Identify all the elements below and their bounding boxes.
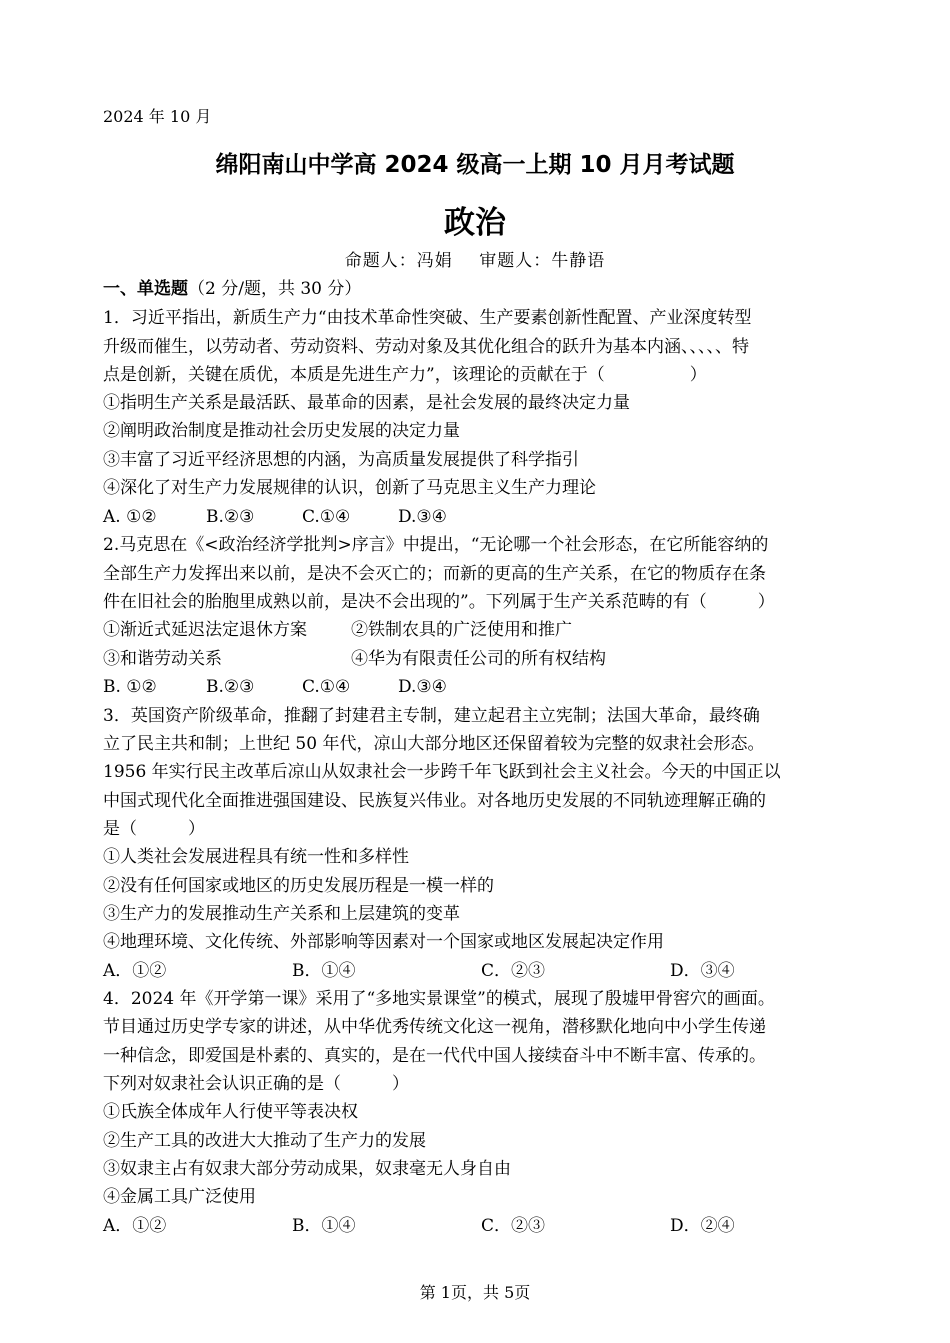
q3-line: 1956 年实行民主改革后凉山从奴隶社会一步跨千年飞跃到社会主义社会。今天的中国正以 bbox=[103, 762, 781, 782]
q1-item: ①指明生产关系是最活跃、最革命的因素，是社会发展的最终决定力量 bbox=[103, 393, 630, 413]
q2-option-a: B. ①② bbox=[103, 677, 157, 697]
q4-line: 节目通过历史学专家的讲述，从中华优秀传统文化这一视角，潜移默化地向中小学生传递 bbox=[103, 1017, 766, 1037]
section-title: 一、单选题 bbox=[103, 279, 188, 299]
q3-item: ③生产力的发展推动生产关系和上层建筑的变革 bbox=[103, 904, 460, 924]
exam-date: 2024 年 10 月 bbox=[103, 107, 212, 126]
q3-line: 中国式现代化全面推进强国建设、民族复兴伟业。对各地历史发展的不同轨迹理解正确的 bbox=[103, 791, 766, 811]
q1-option-a: A. ①② bbox=[103, 507, 157, 527]
q4-item: ④金属工具广泛使用 bbox=[103, 1187, 256, 1207]
q4-line: 下列对奴隶社会认识正确的是（ ） bbox=[103, 1074, 409, 1094]
q2-item: ④华为有限责任公司的所有权结构 bbox=[351, 649, 606, 669]
reviewer: 审题人：牛静语 bbox=[479, 251, 606, 271]
q2-option-b: B.②③ bbox=[206, 677, 255, 697]
q3-item: ④地理环境、文化传统、外部影响等因素对一个国家或地区发展起决定作用 bbox=[103, 932, 664, 952]
q4-item: ②生产工具的改进大大推动了生产力的发展 bbox=[103, 1131, 426, 1151]
q1-item: ④深化了对生产力发展规律的认识，创新了马克思主义生产力理论 bbox=[103, 478, 596, 498]
page-number: 第 1页，共 5页 bbox=[419, 1283, 531, 1302]
q4-line: 一种信念，即爱国是朴素的、真实的，是在一代代中国人接续奋斗中不断丰富、传承的。 bbox=[103, 1046, 766, 1066]
q4-item: ③奴隶主占有奴隶大部分劳动成果，奴隶毫无人身自由 bbox=[103, 1159, 511, 1179]
q3-option-b: B．①④ bbox=[292, 961, 356, 981]
q4-item: ①氏族全体成年人行使平等表决权 bbox=[103, 1102, 358, 1122]
q1-item: ③丰富了习近平经济思想的内涵，为高质量发展提供了科学指引 bbox=[103, 450, 579, 470]
q1-item: ②阐明政治制度是推动社会历史发展的决定力量 bbox=[103, 421, 460, 441]
section-note: （2 分/题，共 30 分） bbox=[188, 279, 362, 299]
q2-item: ①渐近式延迟法定退休方案 bbox=[103, 620, 307, 640]
q1-line: 点是创新，关键在质优，本质是先进生产力”，该理论的贡献在于（ ） bbox=[103, 365, 707, 385]
exam-title: 绵阳南山中学高 2024 级高一上期 10 月月考试题 bbox=[215, 152, 735, 178]
q3-item: ②没有任何国家或地区的历史发展历程是一模一样的 bbox=[103, 876, 494, 896]
authors-line bbox=[0, 246, 950, 271]
q1-line: 升级而催生，以劳动者、劳动资料、劳动对象及其优化组合的跃升为基本内涵、、、、、特 bbox=[103, 337, 749, 357]
q4-option-d: D．②④ bbox=[670, 1216, 735, 1236]
q4-option-b: B．①④ bbox=[292, 1216, 356, 1236]
q4-line: 4．2024 年《开学第一课》采用了“多地实景课堂”的模式，展现了殷墟甲骨窖穴的画面。 bbox=[103, 989, 775, 1009]
q1-line: 1．习近平指出，新质生产力“由技术革命性突破、生产要素创新性配置、产业深度转型 bbox=[103, 308, 752, 328]
q3-line: 立了民主共和制；上世纪 50 年代，凉山大部分地区还保留着较为完整的奴隶社会形态。 bbox=[103, 734, 765, 754]
q2-item: ③和谐劳动关系 bbox=[103, 649, 222, 669]
section-heading bbox=[103, 278, 361, 300]
q3-option-c: C．②③ bbox=[481, 961, 546, 981]
q4-option-c: C．②③ bbox=[481, 1216, 546, 1236]
subject-title: 政治 bbox=[444, 205, 506, 241]
q1-option-b: B.②③ bbox=[206, 507, 255, 527]
q2-line: 件在旧社会的胎胞里成熟以前，是决不会出现的”。下列属于生产关系范畴的有（ ） bbox=[103, 592, 775, 612]
q3-item: ①人类社会发展进程具有统一性和多样性 bbox=[103, 847, 409, 867]
q2-line: 2.马克思在《<政治经济学批判>序言》中提出，“无论哪一个社会形态，在它所能容纳的 bbox=[103, 535, 769, 555]
q3-line: 3．英国资产阶级革命，推翻了封建君主专制，建立起君主立宪制；法国大革命，最终确 bbox=[103, 706, 760, 726]
proposer: 命题人：冯娟 bbox=[344, 251, 453, 271]
q3-line: 是（ ） bbox=[103, 819, 205, 839]
q2-option-d: D.③④ bbox=[398, 677, 447, 697]
q3-option-d: D．③④ bbox=[670, 961, 735, 981]
q4-option-a: A．①② bbox=[103, 1216, 167, 1236]
q1-option-c: C.①④ bbox=[302, 507, 351, 527]
q2-option-c: C.①④ bbox=[302, 677, 351, 697]
q3-option-a: A．①② bbox=[103, 961, 167, 981]
q2-line: 全部生产力发挥出来以前，是决不会灭亡的；而新的更高的生产关系，在它的物质存在条 bbox=[103, 564, 766, 584]
q2-item: ②铁制农具的广泛使用和推广 bbox=[351, 620, 572, 640]
q1-option-d: D.③④ bbox=[398, 507, 447, 527]
